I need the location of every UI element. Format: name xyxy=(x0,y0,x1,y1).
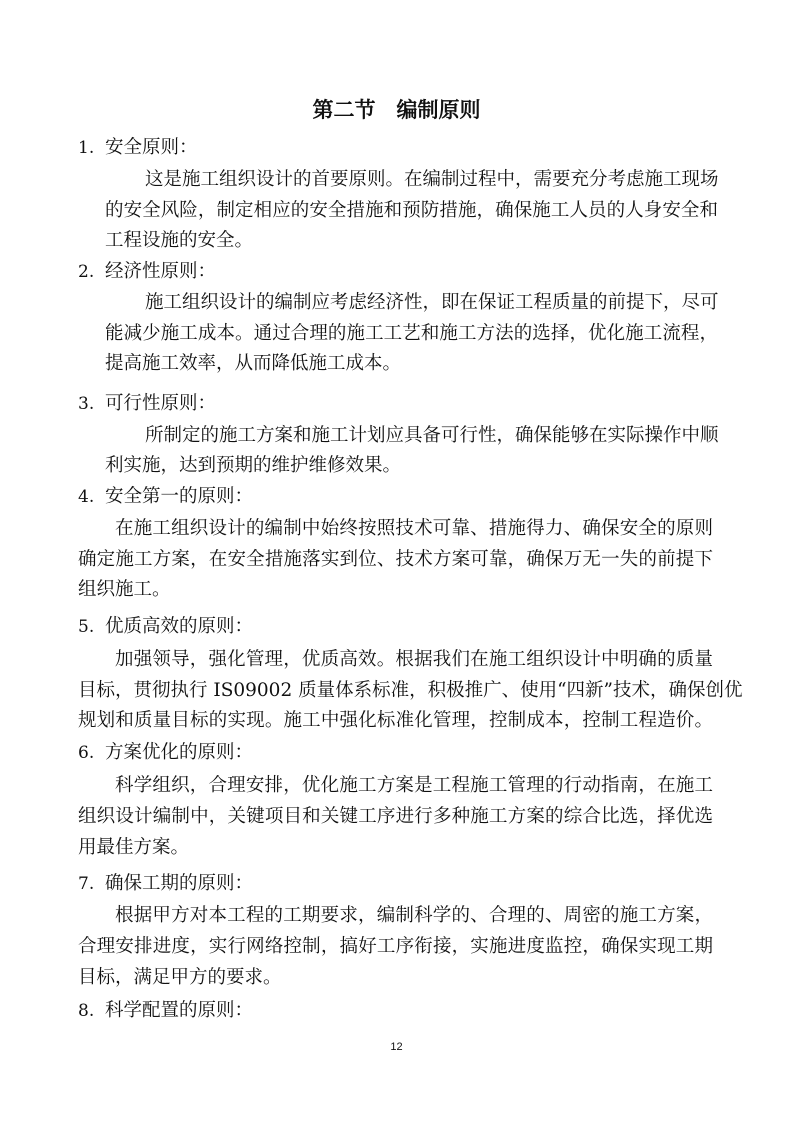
item-number: 5. xyxy=(78,617,95,637)
paragraph-line: 确定施工方案，在安全措施落实到位、技术方案可靠，确保万无一失的前提下 xyxy=(78,549,713,570)
paragraph-line: 科学组织，合理安排，优化施工方案是工程施工管理的行动指南，在施工 xyxy=(115,775,713,796)
paragraph-line: 所制定的施工方案和施工计划应具备可行性，确保能够在实际操作中顺 xyxy=(145,425,719,446)
paragraph-line: 加强领导，强化管理，优质高效。根据我们在施工组织设计中明确的质量 xyxy=(115,649,713,670)
item-heading: 经济性原则： xyxy=(105,261,217,282)
section-title: 第二节 编制原则 xyxy=(312,98,481,122)
paragraph-line: 能减少施工成本。通过合理的施工工艺和施工方法的选择，优化施工流程， xyxy=(105,323,718,344)
item-number: 4. xyxy=(78,487,95,507)
item-number: 2. xyxy=(78,262,95,282)
paragraph-line: 合理安排进度，实行网络控制，搞好工序衔接，实施进度监控，确保实现工期 xyxy=(78,936,713,957)
item-heading: 安全第一的原则： xyxy=(105,486,254,507)
item-number: 6. xyxy=(78,743,95,763)
item-heading: 可行性原则： xyxy=(105,393,217,414)
paragraph-line: 目标，贯彻执行 IS09002 质量体系标准，积极推广、使用“四新”技术，确保创优 xyxy=(78,680,743,701)
item-heading: 方案优化的原则： xyxy=(105,742,254,763)
item-heading: 科学配置的原则： xyxy=(105,1000,254,1021)
item-heading: 优质高效的原则： xyxy=(105,616,254,637)
item-number: 1. xyxy=(78,138,95,158)
item-number: 8. xyxy=(78,1001,95,1021)
paragraph-line: 组织施工。 xyxy=(78,579,171,600)
paragraph-line: 这是施工组织设计的首要原则。在编制过程中，需要充分考虑施工现场 xyxy=(145,169,719,190)
paragraph-line: 利实施，达到预期的维护维修效果。 xyxy=(105,455,402,476)
paragraph-line: 目标，满足甲方的要求。 xyxy=(78,967,282,988)
paragraph-line: 根据甲方对本工程的工期要求，编制科学的、合理的、周密的施工方案， xyxy=(115,905,713,926)
paragraph-line: 工程设施的安全。 xyxy=(105,230,254,251)
item-heading: 安全原则： xyxy=(105,137,198,158)
paragraph-line: 组织设计编制中，关键项目和关键工序进行多种施工方案的综合比选，择优选 xyxy=(78,806,713,827)
item-number: 7. xyxy=(78,874,95,894)
item-heading: 确保工期的原则： xyxy=(105,873,254,894)
paragraph-line: 的安全风险，制定相应的安全措施和预防措施，确保施工人员的人身安全和 xyxy=(105,200,718,221)
paragraph-line: 提高施工效率，从而降低施工成本。 xyxy=(105,353,402,374)
paragraph-line: 施工组织设计的编制应考虑经济性，即在保证工程质量的前提下，尽可 xyxy=(145,292,719,313)
paragraph-line: 用最佳方案。 xyxy=(78,837,190,858)
paragraph-line: 在施工组织设计的编制中始终按照技术可靠、措施得力、确保安全的原则 xyxy=(115,518,713,539)
paragraph-line: 规划和质量目标的实现。施工中强化标准化管理，控制成本，控制工程造价。 xyxy=(78,710,713,731)
page-number: 12 xyxy=(390,1041,403,1053)
item-number: 3. xyxy=(78,394,95,414)
